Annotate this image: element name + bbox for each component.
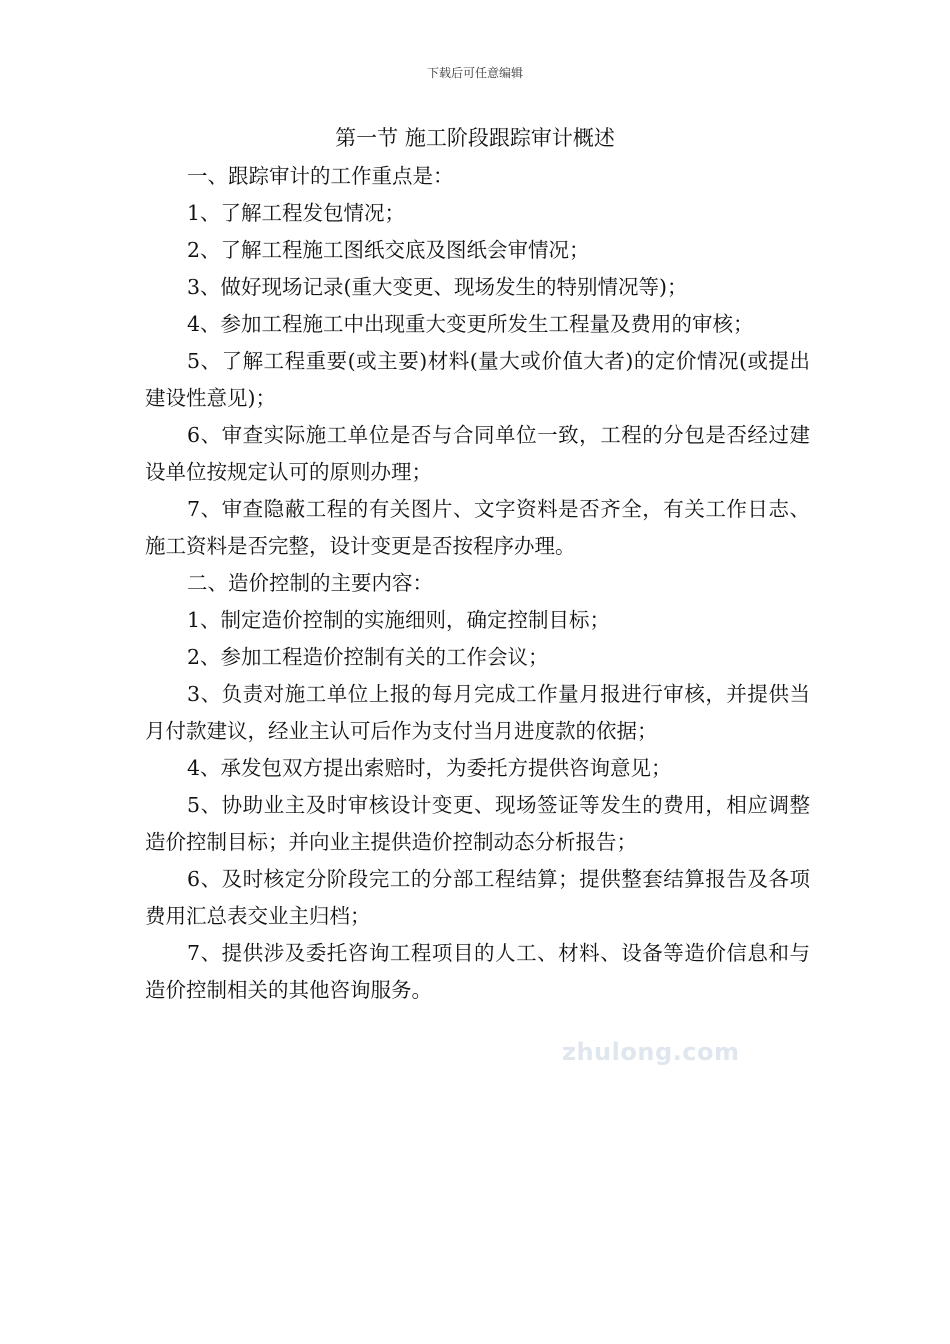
list-item-2: 2、了解工程施工图纸交底及图纸会审情况； xyxy=(187,238,590,262)
list-item-7: 7、审查隐蔽工程的有关图片、文字资料是否齐全，有关工作日志、施工资料是否完整，设计变更是否按程序办理。 xyxy=(145,497,810,558)
heading-cost-control-content: 二、造价控制的主要内容： xyxy=(187,571,433,595)
list-item-4: 4、承发包双方提出索赔时，为委托方提供咨询意见； xyxy=(187,756,672,780)
heading-tracking-audit-focus: 一、跟踪审计的工作重点是： xyxy=(187,164,454,188)
document-body xyxy=(145,158,810,1009)
list-item-5: 5、了解工程重要(或主要)材料(量大或价值大者)的定价情况(或提出建设性意见)； xyxy=(145,349,810,410)
page-header-note: 下载后可任意编辑 xyxy=(426,66,523,80)
list-item-1: 1、制定造价控制的实施细则，确定控制目标； xyxy=(187,608,611,632)
list-item-7: 7、提供涉及委托咨询工程项目的人工、材料、设备等造价信息和与造价控制相关的其他咨询服务。 xyxy=(145,941,810,1002)
list-item-6: 6、审查实际施工单位是否与合同单位一致，工程的分包是否经过建设单位按规定认可的原则办理； xyxy=(145,423,810,484)
list-item-3: 3、做好现场记录(重大变更、现场发生的特别情况等)； xyxy=(187,275,688,299)
list-item-1: 1、了解工程发包情况； xyxy=(187,201,406,225)
section-title: 第一节 施工阶段跟踪审计概述 xyxy=(335,126,615,150)
list-item-5: 5、协助业主及时审核设计变更、现场签证等发生的费用，相应调整造价控制目标；并向业主提供造价控制动态分析报告； xyxy=(145,793,810,854)
list-item-3: 3、负责对施工单位上报的每月完成工作量月报进行审核，并提供当月付款建议，经业主认可后作为支付当月进度款的依据； xyxy=(145,682,810,743)
list-item-4: 4、参加工程施工中出现重大变更所发生工程量及费用的审核； xyxy=(187,312,754,336)
list-item-6: 6、及时核定分阶段完工的分部工程结算；提供整套结算报告及各项费用汇总表交业主归档； xyxy=(145,867,810,928)
watermark: zhulong.com xyxy=(562,1038,740,1066)
list-item-2: 2、参加工程造价控制有关的工作会议； xyxy=(187,645,549,669)
